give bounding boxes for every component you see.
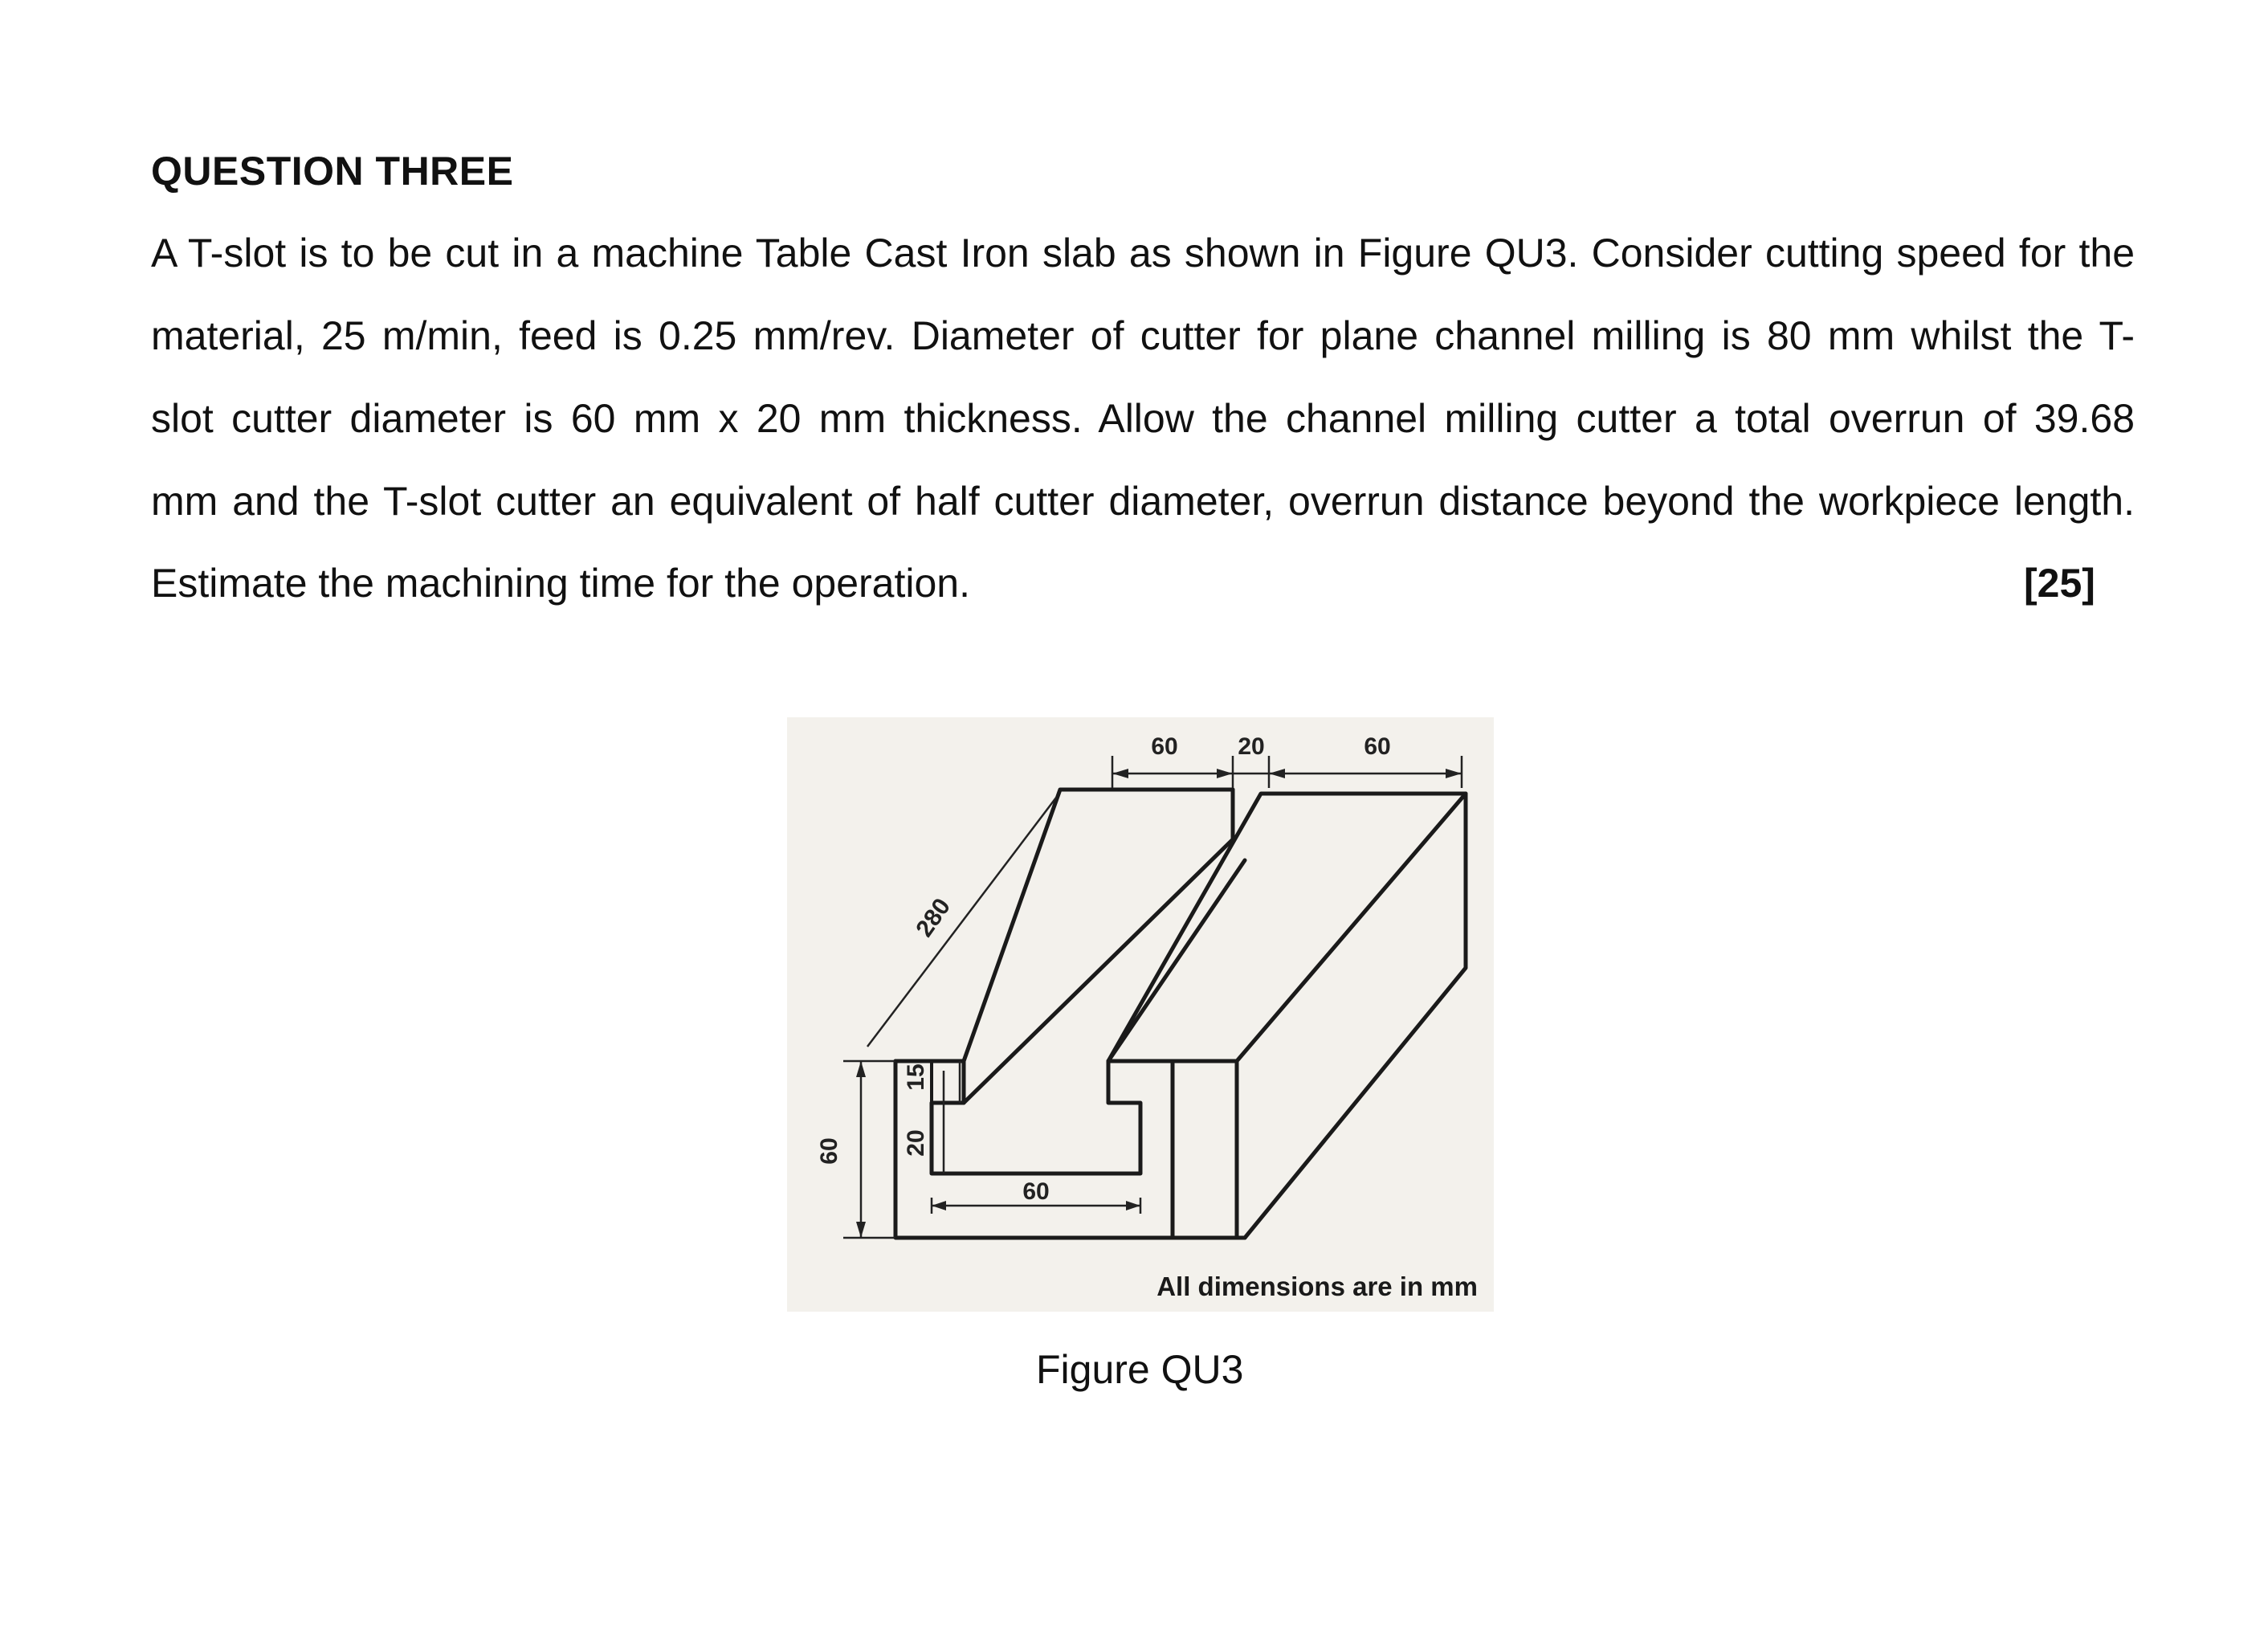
question-line-1: A T-slot is to be cut in a machine Table Cast Iron slab as shown in Figure QU3. Consider cutting speed for the [151,231,2135,276]
arrow-tslot-right [1126,1201,1140,1210]
arrow-top-mid-2 [1269,769,1285,778]
question-line-2: material, 25 m/min, feed is 0.25 mm/rev. Diameter of cutter for plane channel milling is 80 mm whilst the T- [151,313,2135,358]
dim-label-channel-depth: 15 [903,1063,929,1091]
left-rail-top [895,790,1233,1061]
arrow-tslot-left [932,1201,946,1210]
arrow-height-top [856,1061,866,1077]
arrow-top-left [1112,769,1128,778]
tslot-block-drawing [787,717,1494,1312]
arrow-height-bottom [856,1222,866,1238]
dim-label-height: 60 [816,1137,842,1165]
block-outline [895,790,1466,1238]
arrow-top-mid-1 [1217,769,1233,778]
dim-label-length: 280 [911,893,957,942]
dim-label-slot: 20 [1238,733,1265,760]
figure-qu3 [787,717,1494,1312]
question-line-3: slot cutter diameter is 60 mm x 20 mm thickness. Allow the channel milling cutter a total overrun of 39.68 [151,396,2135,441]
question-marks: [25] [2024,561,2095,606]
left-rail-inner-edge [964,839,1233,1103]
right-rail-top-edge [1237,794,1466,1061]
figure-note: All dimensions are in mm [1156,1272,1478,1301]
arrow-top-right [1446,769,1462,778]
question-line-5: Estimate the machining time for the operation. [151,561,970,606]
dim-label-top-right: 60 [1364,733,1391,760]
dim-label-top-left: 60 [1151,733,1178,760]
dim-line-length [867,798,1056,1047]
right-rail-outline [1108,794,1466,1238]
front-face [895,1061,1173,1238]
question-heading: QUESTION THREE [151,149,514,194]
question-line-4: mm and the T-slot cutter an equivalent of half cutter diameter, overrun distance beyond the workpiece length. [151,479,2135,524]
dim-label-tslot-height: 20 [903,1129,929,1157]
dimension-arrows [856,769,1462,1238]
figure-caption: Figure QU3 [1036,1347,1244,1392]
dim-label-tslot-width: 60 [1022,1178,1050,1205]
slot-floor-edge [1108,860,1245,1061]
